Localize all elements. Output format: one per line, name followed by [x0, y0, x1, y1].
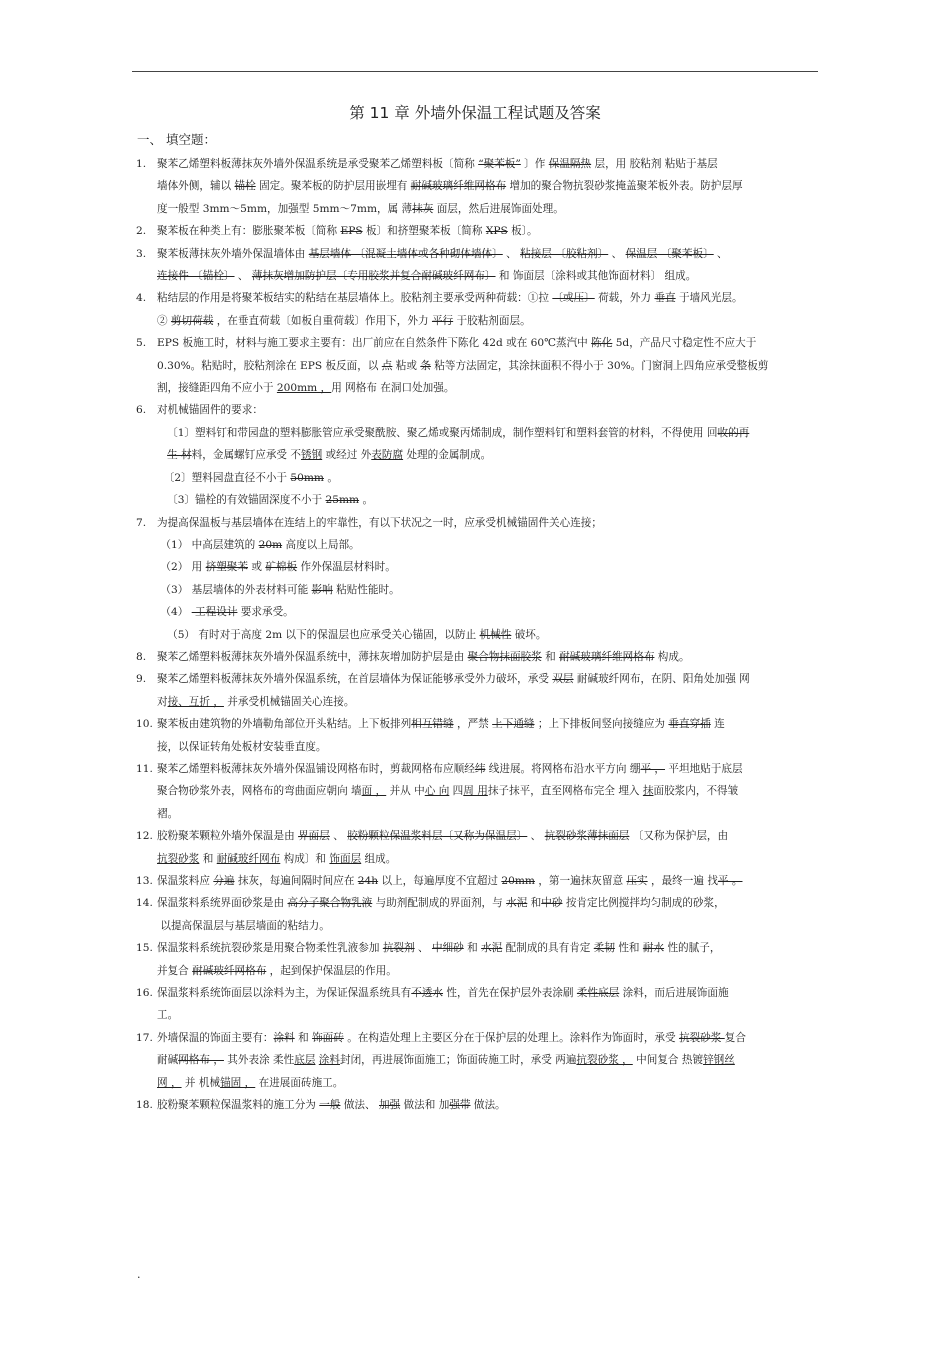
question-text: 0.30%。粘贴时，胶粘剂涂在 EPS 板反面，以 [157, 359, 382, 372]
question-text: 性的腻子， [664, 942, 721, 955]
answer-text: 相互错缝 [411, 718, 454, 731]
question-line [157, 825, 820, 847]
question-number: 4. [136, 292, 147, 305]
question-text: 〔1〕塑料钉和带园盘的塑料膨胀管应承受聚酰胺、聚乙烯或聚丙烯制成，制作塑料钉和塑料套管的材料，不得使用 回 [157, 426, 718, 439]
question-text: 聚苯乙烯塑料板薄抹灰外墙外保温系统，在首层墙体为保证能够承受外力破坏，承受 [157, 673, 553, 686]
question-text: 抹灰，每遍间隔时间应在 [234, 875, 358, 887]
question-number: 17. [136, 1031, 153, 1044]
question-number: 7. [136, 516, 147, 529]
question-text: 四 [449, 785, 464, 798]
question-text: 荷载，外力 [594, 292, 655, 305]
question-line [157, 310, 820, 332]
question-line [157, 489, 820, 511]
answer-text: 水泥 [481, 942, 503, 955]
question-line [157, 848, 820, 870]
question-text: ；上下排板间竖向接缝应为 [534, 718, 669, 731]
question-text: ，最终一遍 找 [647, 875, 718, 887]
question-text: 粘或 [392, 359, 421, 372]
question-text: 以提高保温层与基层墙面的粘结力。 [157, 919, 330, 932]
answer-text: 上下通缝 [492, 718, 535, 731]
question-text: 涂料，而后进展饰面施 [619, 987, 729, 1000]
question-text: 中间复合 热镀 [632, 1054, 704, 1067]
question-text: 增加的聚合物抗裂砂浆掩盖聚苯板外表。防护层厚 [506, 180, 743, 193]
question-text: EPS 板施工时，材料与施工要求主要有：出厂前应在自然条件下陈化 42d 或在 60℃蒸汽中 [157, 337, 592, 350]
underlined-text: 饰面层 [329, 852, 362, 865]
question-item [136, 153, 820, 220]
question-text: 要求承受。 [237, 606, 294, 619]
question-text: 。 [359, 494, 374, 507]
question-text: 聚苯板由建筑物的外墙勒角部位开头粘结。上下板排列 [157, 718, 412, 731]
question-text: 〕作 [520, 158, 549, 170]
question-text: 和 [541, 650, 560, 663]
answer-text: 抗裂砂浆薄抹面层 [544, 830, 630, 843]
section-heading: 一、 填空题： [137, 132, 216, 147]
question-number: 6. [136, 404, 147, 417]
question-text: 聚苯板薄抹灰外墙外保温墙体由 [157, 247, 309, 260]
question-text: 线进展。将网格布沿水平方向 绷 [485, 762, 641, 775]
question-text: 。 [323, 471, 338, 484]
question-text: 、 [608, 247, 626, 260]
question-text: 构成〕和 [280, 852, 330, 865]
question-number: 16. [136, 987, 153, 1000]
question-text: ，严禁 [453, 718, 493, 731]
question-line [157, 1049, 820, 1071]
answer-text: 平行 [431, 314, 454, 327]
answer-text: 24h [357, 875, 379, 887]
question-text: 、 [234, 270, 252, 283]
question-line [157, 422, 820, 444]
question-text: （1） 中高层建筑的 [157, 538, 259, 551]
question-number: 5. [136, 337, 147, 350]
footer-dot: . [137, 1268, 141, 1281]
question-text: 高度以上局部。 [282, 538, 360, 551]
question-text: 料，金属螺钉应承受 不 [191, 449, 301, 462]
question-text: （3） 基层墙体的外表材料可能 [157, 583, 312, 596]
question-text: 粘贴性能时。 [332, 583, 400, 596]
question-text: 和 饰面层〔涂料或其他饰面材料〕 组成。 [495, 270, 697, 283]
question-text: ，起到保护保温层的作用。 [266, 964, 397, 977]
question-line [157, 220, 820, 242]
question-item [136, 243, 820, 288]
question-line [157, 198, 820, 220]
question-text: 性，首先在保护层外表涂刷 [443, 987, 577, 1000]
question-item [136, 937, 820, 982]
answer-text: 剪切荷载 [170, 314, 214, 327]
answer-text: 连接件 〔锚栓〕 [157, 270, 235, 283]
underlined-text: 接、互折 ， [167, 695, 224, 708]
answer-text: 条 [420, 359, 431, 372]
question-line [157, 646, 820, 668]
question-line [157, 467, 820, 489]
question-text: 对 [157, 695, 168, 708]
question-text: 其外表涂 柔性 [223, 1054, 295, 1067]
answer-text: “聚苯板” [478, 158, 521, 170]
question-item [136, 758, 820, 825]
answer-text: 挤塑聚苯 [205, 561, 248, 574]
question-number: 12. [136, 830, 153, 843]
answer-text: 点 [381, 359, 393, 372]
question-number: 18. [136, 1099, 153, 1112]
question-line [157, 870, 820, 892]
question-item [136, 332, 820, 399]
question-text: 和 [527, 897, 542, 910]
question-item [136, 512, 820, 646]
question-item [136, 713, 820, 758]
question-line [157, 399, 820, 421]
question-line [157, 1027, 820, 1049]
question-line [157, 892, 820, 914]
question-text: 或 [248, 561, 266, 574]
answer-text: 25mm [325, 494, 360, 507]
question-text: 处理的金属制成。 [403, 449, 492, 462]
question-line [157, 1094, 820, 1116]
answer-text: 保温隔热 [548, 158, 592, 170]
question-line [157, 780, 820, 802]
question-text: 于胶粘剂面层。 [453, 314, 531, 327]
question-text: 配制成的具有肯定 [502, 942, 594, 955]
answer-text: 分遍 [213, 875, 235, 887]
question-text: 与助剂配制成的界面剂，与 [372, 897, 507, 910]
question-number: 2. [136, 225, 147, 238]
answer-text: 垂直穿插 [668, 718, 711, 731]
question-text: 和 [199, 852, 217, 865]
answer-text: 一般 [319, 1099, 341, 1112]
question-text: 、 [329, 830, 348, 843]
answer-text: 工程设计 [191, 606, 238, 619]
question-text: ，第一遍抹灰留意 [534, 875, 627, 887]
answer-text: 20mm [501, 875, 535, 887]
question-text: 和 [463, 942, 482, 955]
answer-text: XPS [485, 225, 508, 238]
answer-text: 抗裂剂 [382, 942, 415, 955]
question-text: 平坦地贴于底层 [665, 762, 743, 775]
answer-text: 高分子聚合物乳液 [287, 897, 373, 910]
question-text: 度一般型 3mm～5mm，加强型 5mm～7mm，属 薄 [157, 202, 413, 215]
question-text: （2） 用 [157, 561, 206, 574]
question-line [157, 243, 820, 265]
answer-text: 纬 [474, 762, 486, 775]
question-line [157, 668, 820, 690]
question-text: 5d，产品尺寸稳定性不应大于 [612, 337, 757, 350]
answer-text: 陈化 [591, 337, 613, 350]
question-line [157, 803, 820, 825]
answer-text: 〔或压〕 [552, 292, 595, 305]
question-line [157, 332, 820, 354]
question-text: 以上，每遍厚度不宜超过 [378, 875, 502, 887]
question-text: 割，接缝距四角不应小于 [157, 382, 277, 395]
answer-text: 生 材 [167, 449, 192, 462]
question-text: 组成。 [361, 852, 397, 865]
question-text: 作外保温层材料时。 [297, 561, 396, 574]
question-line [157, 534, 820, 556]
question-text: 〔3〕锚栓的有效锚固深度不小于 [157, 494, 326, 507]
question-text: 、 [414, 942, 432, 955]
question-line [157, 444, 820, 466]
question-number: 15. [136, 942, 153, 955]
question-text: 、 [502, 247, 521, 260]
answer-text: 机械性 [479, 628, 512, 641]
question-text: 聚苯乙烯塑料板薄抹灰外墙外保温系统中，薄抹灰增加防护层是由 [157, 650, 468, 663]
question-number: 1. [136, 158, 147, 170]
answer-text: 压实 [626, 875, 648, 887]
question-text: 外墙保温的饰面主要有： [157, 1031, 274, 1044]
question-text: 固定。聚苯板的防护层用嵌埋有 [255, 180, 411, 193]
underlined-text: 周 用 [463, 785, 488, 798]
question-text: 。在构造处理上主要区分在于保护层的处理上。涂料作为饰面时，承受 [343, 1031, 679, 1044]
question-line [157, 601, 820, 623]
page-title: 第 11 章 外墙外保温工程试题及答案 [349, 104, 601, 122]
question-line [157, 915, 820, 937]
answer-text: 涂料 [273, 1031, 295, 1044]
underlined-text: 抗裂砂浆 ， [576, 1054, 633, 1067]
question-text: 保温浆料应 [157, 875, 214, 887]
answer-text: 饰面砖 [312, 1031, 344, 1044]
answer-text: 耐碱玻纤网格布 [192, 964, 267, 977]
question-text [157, 449, 167, 461]
question-line [157, 624, 820, 646]
question-text: 并复合 [157, 964, 193, 977]
question-text: 胶粉聚苯颗粒保温浆料的施工分为 [157, 1099, 320, 1112]
question-text: 并承受机械锚固关心连接。 [223, 695, 355, 708]
answer-text: 柔韧 [593, 942, 615, 955]
question-line [157, 1004, 820, 1026]
answer-text: 中砂 [541, 897, 563, 910]
question-text: 用 网格布 在洞口处加强。 [331, 382, 455, 395]
question-line [157, 1072, 820, 1094]
question-text: 接，以保证转角处板材安装垂直度。 [157, 740, 327, 753]
underlined-text: 200mm ， [276, 382, 332, 395]
question-item [136, 646, 820, 668]
answer-text: 基层墙体 〔混凝土墙体或各种砌体墙体〕 [308, 247, 503, 260]
question-text: 聚苯乙烯塑料板薄抹灰外墙外保温铺设网格布时，剪裁网格布应顺经 [157, 762, 475, 775]
question-text: 连 [710, 718, 725, 731]
question-number: 11. [136, 762, 153, 775]
question-line [157, 153, 820, 175]
question-text: 、 [527, 830, 545, 843]
question-number: 3. [136, 247, 147, 260]
answer-text: 粘接层 〔胶粘剂〕 [520, 247, 609, 260]
answer-text: 网格布 ， [178, 1054, 224, 1067]
answer-text: 不透水 [411, 987, 444, 1000]
question-text: 抹子抹平，直至网格布完全 埋入 [487, 785, 643, 798]
question-text: 做法和 加 [400, 1099, 450, 1112]
answer-text: 平 。 [717, 875, 743, 887]
question-line [157, 736, 820, 758]
question-item [136, 668, 820, 713]
question-text: 和 [294, 1031, 313, 1044]
question-line [157, 287, 820, 309]
question-text: 做法。 [470, 1099, 506, 1112]
question-text: 褶。 [157, 807, 179, 820]
answer-text: EPS [340, 225, 363, 238]
question-text: ，在垂直荷载〔如板自重荷载〕作用下，外力 [213, 314, 432, 327]
question-text: 聚苯乙烯塑料板薄抹灰外墙外保温系统是承受聚苯乙烯塑料板〔简称 [157, 158, 479, 170]
question-text: 或经过 外 [322, 449, 372, 462]
question-line [157, 265, 820, 287]
question-text: （5） 有时对于高度 2m 以下的保温层也应承受关心锚固，以防止 [157, 628, 480, 641]
question-text: 工。 [157, 1009, 179, 1022]
question-line [157, 758, 820, 780]
question-text: 破坏。 [511, 628, 547, 641]
answer-text: 50mm [290, 471, 324, 484]
answer-text: 耐碱玻璃纤维网格布 [559, 650, 655, 663]
answer-text: 强带 [449, 1099, 471, 1112]
question-text: 做法、 [340, 1099, 379, 1112]
question-line [157, 960, 820, 982]
question-text: 聚合物砂浆外表，网格布的弯曲面应朝向 墙 [157, 785, 362, 798]
question-text: 性和 [614, 942, 643, 955]
answer-text: 界面层 [298, 830, 330, 843]
underlined-text: 锈钢 [300, 449, 323, 462]
answer-text: 耐水 [642, 942, 665, 955]
answer-text: 抹灰 [412, 202, 434, 215]
question-item [136, 287, 820, 332]
answer-text: 聚合物抹面胶浆 [467, 650, 542, 663]
underlined-text: 耐碱玻纤网布 [216, 852, 281, 865]
answer-text: 收的再 [717, 426, 750, 439]
question-text: 在进展面砖施工。 [255, 1076, 344, 1089]
underlined-text: 锚固 ， [220, 1076, 256, 1089]
question-text: 、 [713, 247, 728, 260]
question-text: 保温浆料系统界面砂浆是由 [157, 897, 288, 910]
question-text: 并从 中 [386, 785, 425, 798]
question-text: 为提高保温板与基层墙体在连结上的牢靠性，有以下状况之一时，应承受机械锚固件关心连接； [157, 516, 602, 529]
question-text: 面胶浆内，不得皱 [653, 785, 739, 798]
question-line [157, 512, 820, 534]
underlined-text: 涂料 [318, 1054, 340, 1067]
answer-text: 抗裂砂浆 [678, 1031, 725, 1044]
answer-text: 胶粉颗粒保温浆料层〔又称为保温层〕 [347, 830, 528, 843]
question-line [157, 713, 820, 735]
question-text: 保温浆料系统饰面层以涂料为主，为保证保温系统具有 [157, 987, 412, 1000]
question-text: 面层，然后进展饰面处理。 [433, 202, 564, 215]
question-item [136, 399, 820, 511]
question-text: 〔2〕塑料园盘直径不小于 [157, 471, 291, 484]
question-item [136, 982, 820, 1027]
question-item [136, 1094, 820, 1116]
question-text: 对机械锚固件的要求： [157, 404, 263, 417]
question-text: 粘等方法固定，其涂抹面积不得小于 30%。门窗洞上四角应承受整板剪 [430, 359, 769, 372]
question-line [157, 377, 820, 399]
question-text: 按肯定比例搅拌均匀制成的砂浆， [562, 897, 725, 910]
question-item [136, 892, 820, 937]
underlined-text: 心 向 [424, 785, 450, 798]
underlined-text: 底层 [294, 1054, 316, 1067]
underlined-text: 锌钢丝 [703, 1054, 735, 1067]
question-text: 墙体外侧，辅以 [157, 180, 235, 193]
underlined-text: 抹 [642, 785, 654, 798]
question-number: 8. [136, 650, 147, 663]
question-text: 层，用 胶粘剂 粘贴于基层 [591, 158, 718, 170]
question-line [157, 175, 820, 197]
answer-text: 锚栓 [234, 180, 256, 193]
underlined-text: 面 ， [361, 785, 387, 798]
answer-text: 20m [258, 538, 283, 551]
answer-text: 双层 [552, 673, 574, 686]
question-text: 并 机械 [181, 1076, 221, 1089]
question-text: 聚苯板在种类上有：膨胀聚苯板〔简称 [157, 225, 341, 238]
question-item [136, 870, 820, 892]
question-text: 于墙风光层。 [675, 292, 743, 305]
question-text: 〔又称为保护层，由 [629, 830, 729, 843]
question-line [157, 355, 820, 377]
answer-text: 加强 [379, 1099, 401, 1112]
question-number: 10. [136, 718, 153, 731]
answer-text: 柔性底层 [576, 987, 620, 1000]
question-number: 9. [136, 673, 147, 686]
answer-text: 中细砂 [431, 942, 464, 955]
underlined-text: 网 ， [157, 1076, 182, 1089]
question-text: ② [157, 314, 171, 327]
answer-text: 水泥 [506, 897, 528, 910]
question-list [136, 153, 820, 1116]
question-text: 耐碱 [157, 1054, 179, 1067]
question-line [157, 982, 820, 1004]
question-text: 构成。 [654, 650, 690, 663]
question-text: 保温浆料系统抗裂砂浆是用聚合物柔性乳液参加 [157, 942, 383, 955]
question-text: （4） [157, 606, 192, 619]
answer-text: 平 ， [640, 762, 666, 775]
question-line [157, 556, 820, 578]
answer-text: 薄抹灰增加防护层〔专用胶浆并复合耐碱玻纤网布〕 [251, 270, 496, 283]
answer-text: 矿棉板 [265, 561, 298, 574]
question-text: 封闭，再进展饰面施工；饰面砖施工时，承受 两遍 [339, 1054, 577, 1067]
question-text: 耐碱玻纤网布，在阴、阳角处加强 网 [573, 673, 750, 686]
question-item [136, 1027, 820, 1094]
question-number: 14. [136, 897, 153, 910]
question-text: 胶粉聚苯颗粒外墙外保温是由 [157, 830, 299, 843]
question-text: 复合 [724, 1031, 746, 1044]
question-line [157, 937, 820, 959]
header-rule [132, 71, 818, 72]
question-text: 粘结层的作用是将聚苯板结实的粘结在基层墙体上。胶粘剂主要承受两种荷载：①拉 [157, 292, 553, 305]
question-number: 13. [136, 875, 153, 887]
question-text: 板〕和挤塑聚苯板〔简称 [362, 225, 486, 238]
question-line [157, 691, 820, 713]
underlined-text: 抗裂砂浆 [157, 852, 200, 865]
question-item [136, 825, 820, 870]
underlined-text: 表防腐 [371, 449, 404, 462]
answer-text: 保温层 〔聚苯板〕 [625, 247, 714, 260]
question-line [157, 579, 820, 601]
answer-text: 影响 [311, 583, 333, 596]
answer-text: 垂直 [654, 292, 676, 305]
answer-text: 耐碱玻璃纤维网格布 [410, 180, 507, 193]
question-text: 板〕。 [507, 225, 538, 238]
question-item [136, 220, 820, 242]
